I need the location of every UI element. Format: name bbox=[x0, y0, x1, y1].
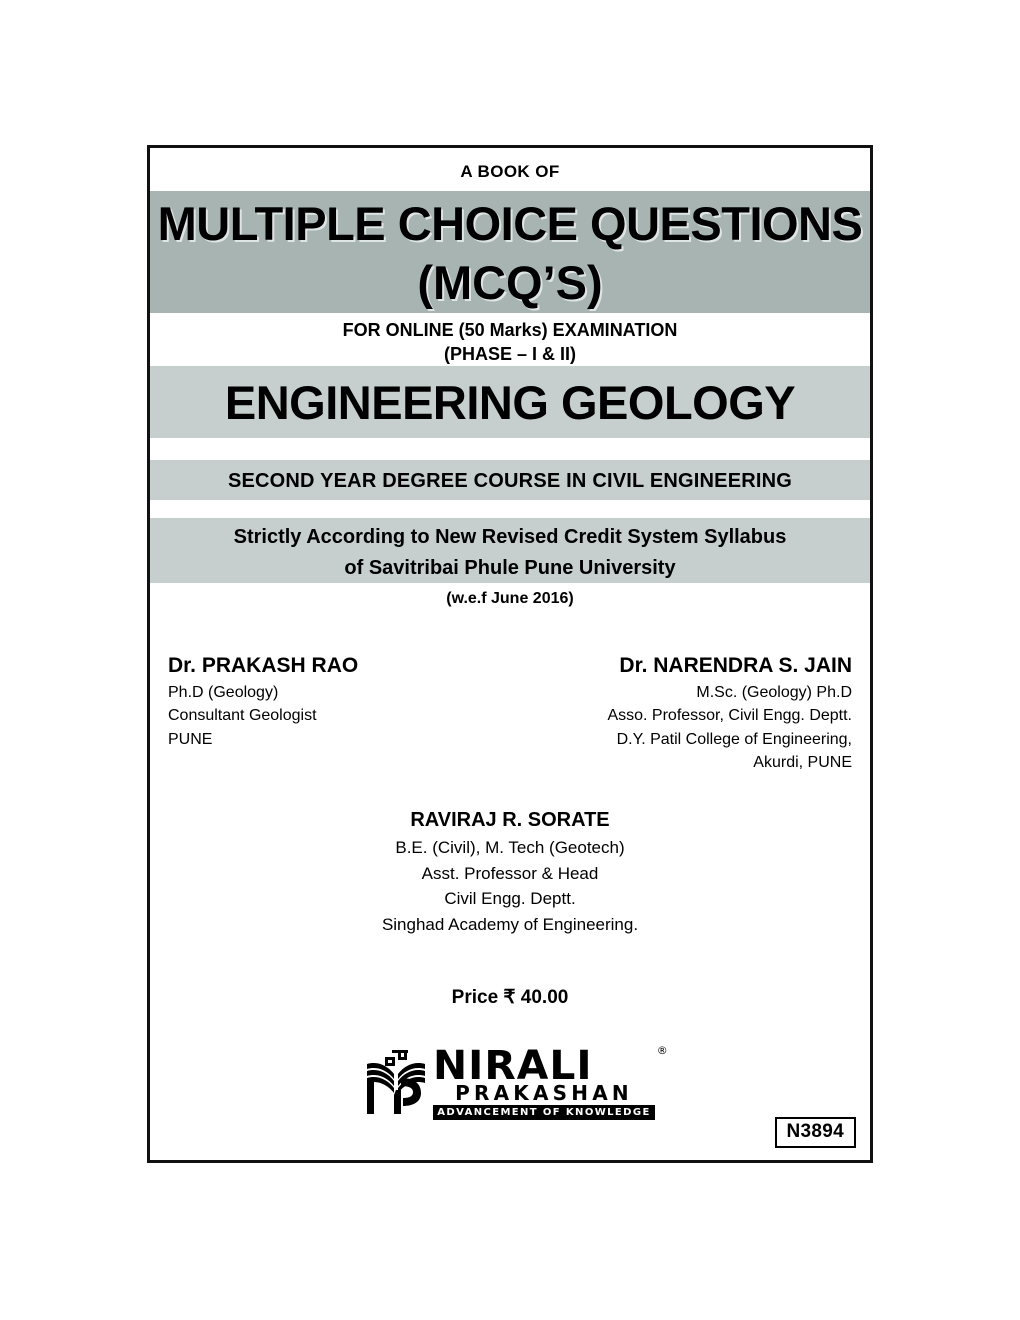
registered-trademark-icon: ® bbox=[656, 1044, 668, 1057]
publisher-tagline: ADVANCEMENT OF KNOWLEDGE bbox=[433, 1105, 654, 1120]
author-detail: Asso. Professor, Civil Engg. Deptt. bbox=[607, 707, 852, 725]
main-title-line-1: MULTIPLE CHOICE QUESTIONS bbox=[157, 197, 863, 250]
subject-title: ENGINEERING GEOLOGY bbox=[224, 376, 796, 429]
open-book-swastika-logo-icon bbox=[365, 1048, 427, 1119]
author-name-center: RAVIRAJ R. SORATE bbox=[410, 809, 610, 831]
authors-row bbox=[162, 653, 858, 774]
author-detail: PUNE bbox=[168, 730, 213, 748]
price-label: Price ₹ 40.00 bbox=[451, 987, 569, 1008]
author-name-left: Dr. PRAKASH RAO bbox=[168, 654, 359, 677]
exam-info-line-1: FOR ONLINE (50 Marks) EXAMINATION bbox=[342, 320, 678, 340]
author-block-right bbox=[518, 653, 858, 774]
author-detail: Asst. Professor & Head bbox=[421, 863, 599, 883]
author-detail: B.E. (Civil), M. Tech (Geotech) bbox=[395, 838, 625, 857]
author-block-center bbox=[150, 808, 870, 937]
author-detail: Consultant Geologist bbox=[168, 707, 317, 725]
syllabus-effective-date: (w.e.f June 2016) bbox=[446, 590, 574, 607]
catalog-code-box: N3894 bbox=[775, 1117, 857, 1148]
author-name-right: Dr. NARENDRA S. JAIN bbox=[619, 654, 852, 677]
publisher-subname: PRAKASHAN bbox=[455, 1080, 633, 1105]
syllabus-line-2: of Savitribai Phule Pune University bbox=[344, 557, 676, 579]
publisher-logo bbox=[150, 1043, 870, 1120]
author-detail: D.Y. Patil College of Engineering, bbox=[616, 730, 852, 748]
author-block-left bbox=[162, 653, 502, 751]
author-detail: Civil Engg. Deptt. bbox=[444, 889, 576, 908]
syllabus-line-1: Strictly According to New Revised Credit System Syllabus bbox=[233, 526, 787, 548]
author-detail: Akurdi, PUNE bbox=[753, 753, 852, 771]
book-of-label: A BOOK OF bbox=[460, 162, 560, 181]
publisher-name: NIRALI bbox=[433, 1043, 593, 1089]
author-detail: M.Sc. (Geology) Ph.D bbox=[696, 684, 852, 702]
main-title-line-2: (MCQ’S) bbox=[417, 256, 603, 309]
course-line: SECOND YEAR DEGREE COURSE IN CIVIL ENGINEERING bbox=[227, 470, 793, 492]
book-cover-frame bbox=[147, 145, 873, 1163]
exam-info-line-2: (PHASE – I & II) bbox=[443, 344, 577, 364]
author-detail: Ph.D (Geology) bbox=[168, 684, 279, 702]
author-detail: Singhad Academy of Engineering. bbox=[381, 914, 639, 934]
